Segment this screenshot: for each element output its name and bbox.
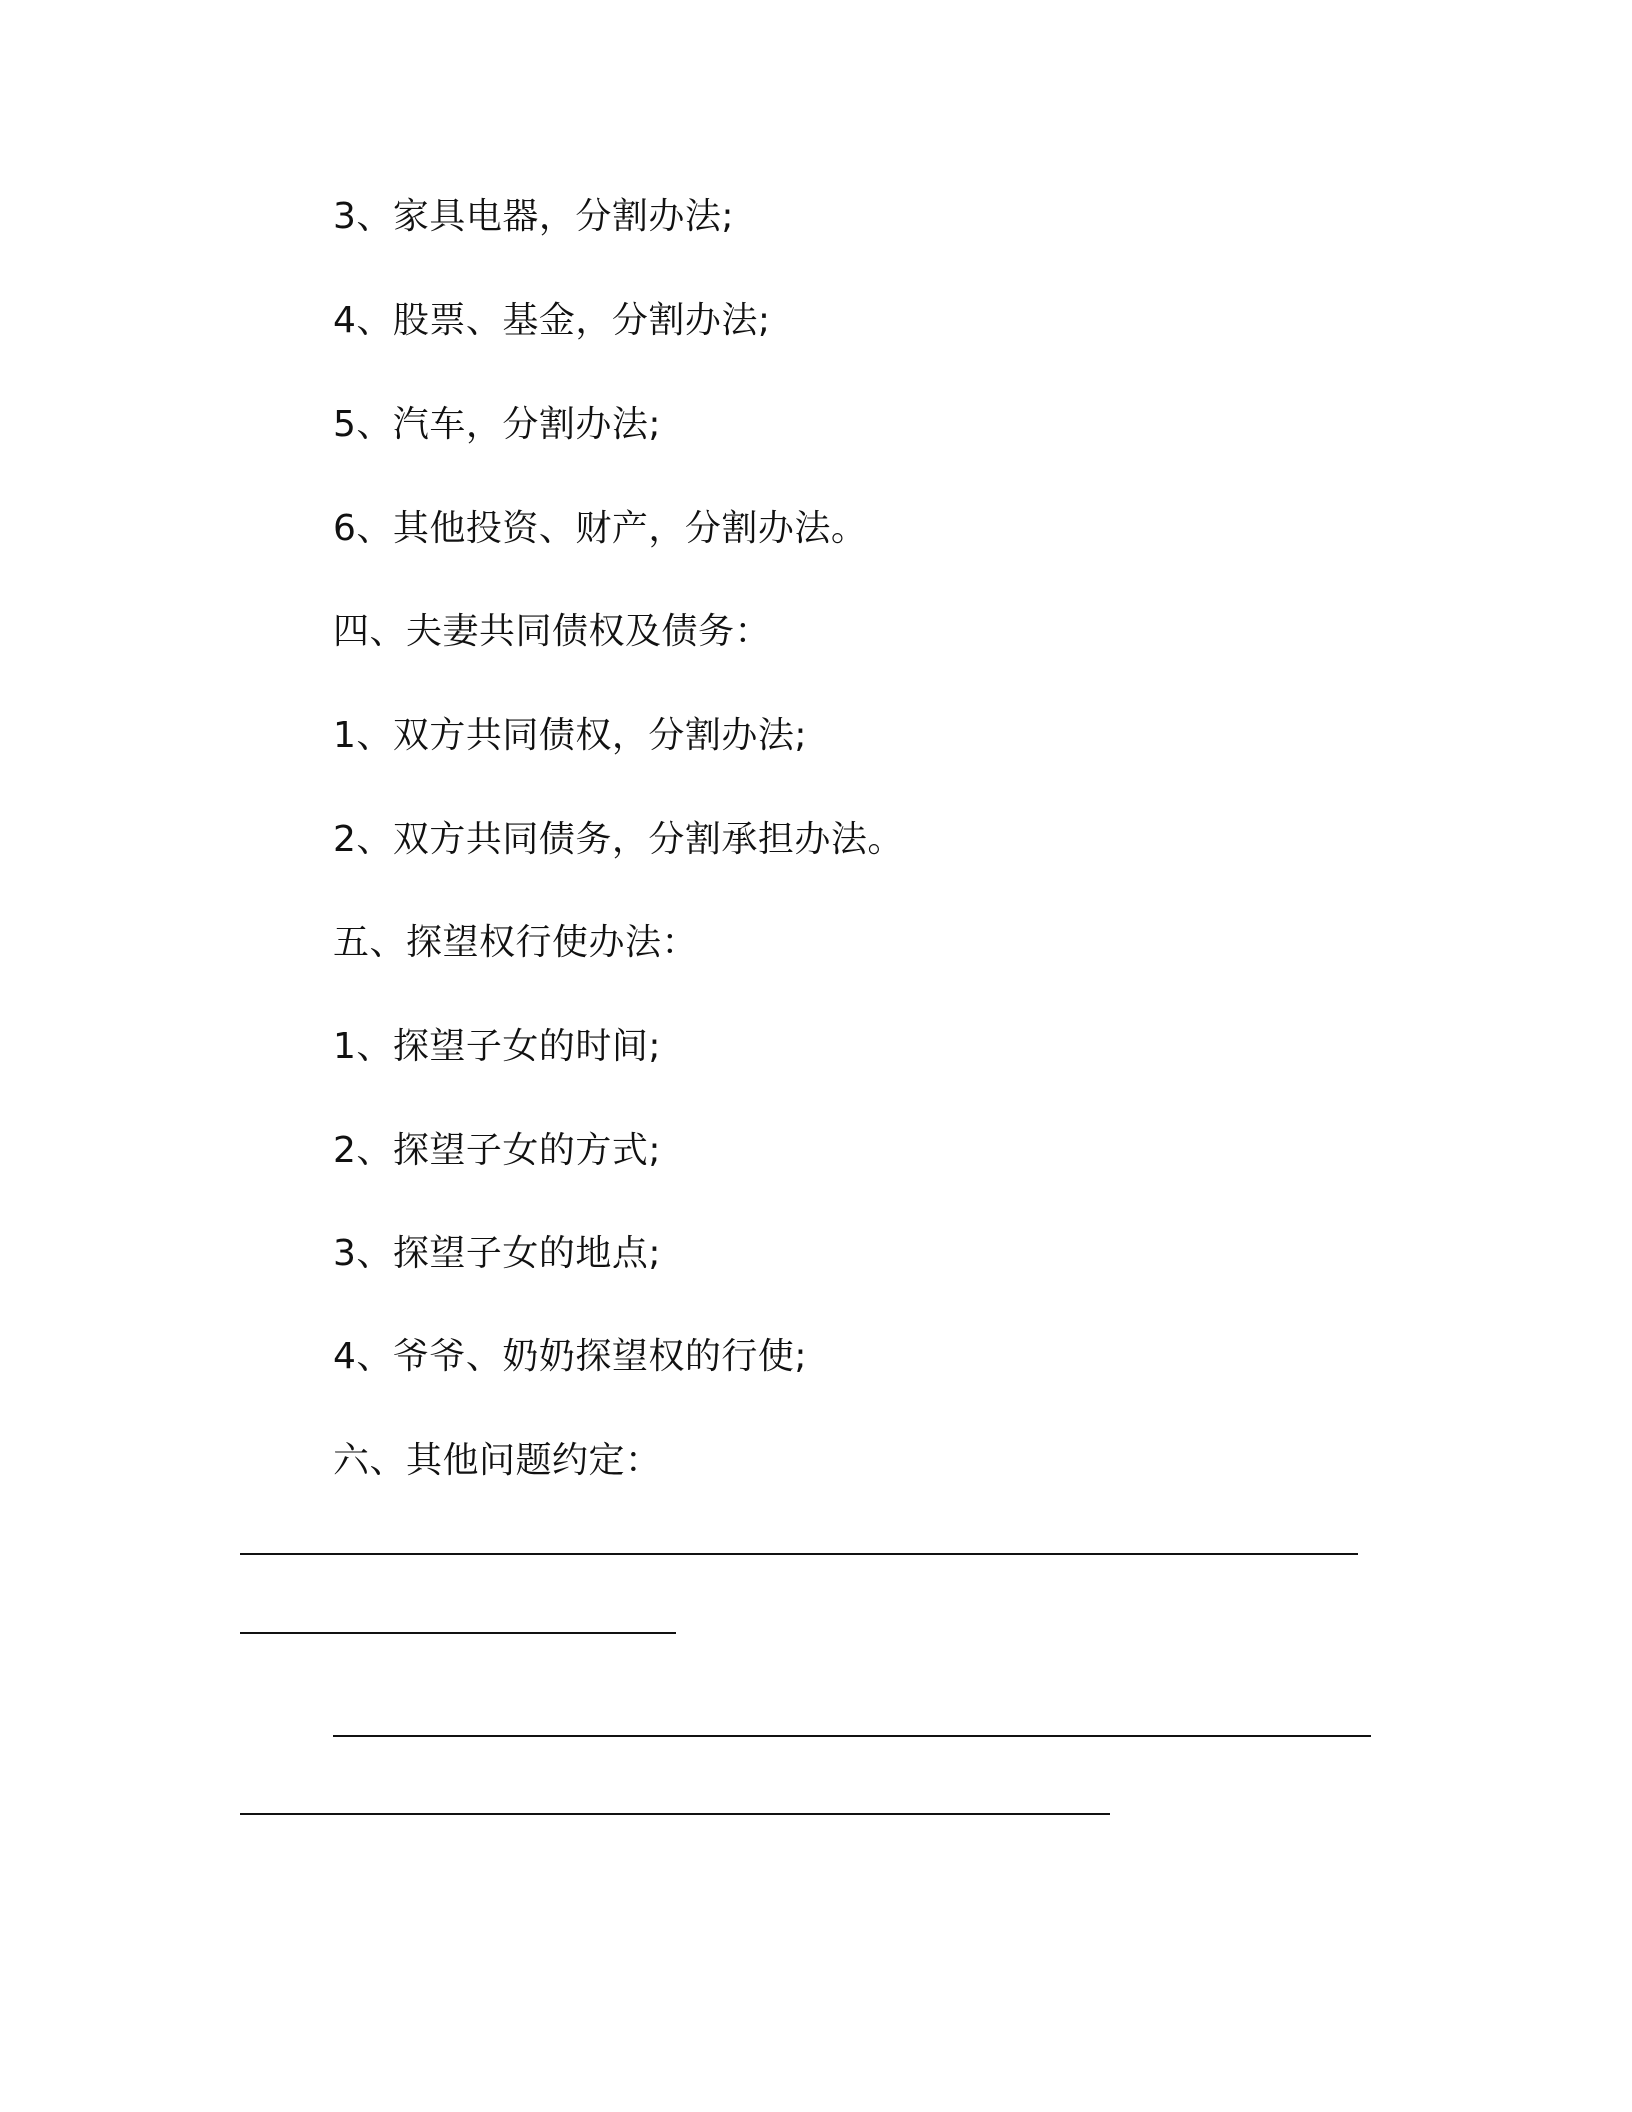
section-heading-visitation: 五、探望权行使办法： [333,922,699,963]
fill-in-blank-line [240,1553,1358,1555]
item-other-investments: 6、其他投资、财产，分割办法。 [333,508,868,549]
item-visit-time: 1、探望子女的时间; [333,1026,662,1067]
fill-in-blank-line [333,1735,1371,1737]
item-stocks-funds: 4、股票、基金，分割办法; [333,300,771,341]
section-heading-other-matters: 六、其他问题约定： [333,1440,662,1481]
item-visit-method: 2、探望子女的方式; [333,1130,662,1171]
item-furniture-appliances: 3、家具电器，分割办法; [333,196,735,237]
item-joint-claims: 1、双方共同债权，分割办法; [333,715,808,756]
item-visit-place: 3、探望子女的地点; [333,1233,662,1274]
fill-in-blank-line [240,1813,1110,1815]
item-joint-debts: 2、双方共同债务，分割承担办法。 [333,819,904,860]
section-heading-debts: 四、夫妻共同债权及债务： [333,611,772,652]
item-grandparents-visitation: 4、爷爷、奶奶探望权的行使; [333,1336,808,1377]
fill-in-blank-line [240,1632,676,1634]
item-car: 5、汽车，分割办法; [333,404,662,445]
